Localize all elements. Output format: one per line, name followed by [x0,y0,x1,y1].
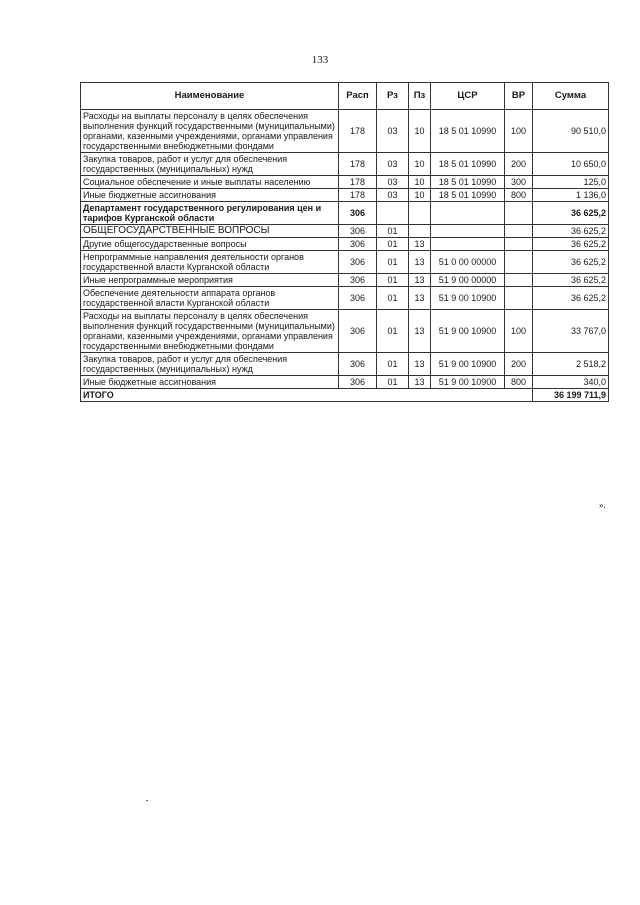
cell-rasp: 178 [339,153,377,176]
table-row [81,274,609,287]
cell-vr: 100 [505,110,533,153]
cell-vr: 300 [505,176,533,189]
cell-name: ОБЩЕГОСУДАРСТВЕННЫЕ ВОПРОСЫ [81,225,339,238]
cell-sum: 36 625,2 [533,287,609,310]
cell-name: Иные бюджетные ассигнования [81,376,339,389]
cell-pz: 10 [409,176,431,189]
table-row [81,176,609,189]
table-row [81,310,609,353]
cell-pz: 13 [409,251,431,274]
cell-rz: 01 [377,353,409,376]
cell-name: Расходы на выплаты персоналу в целях обеспечения выполнения функций государственными (муниципальными) органами, казенными учреждениями, органами управления государственными внебюджетными фондами [81,110,339,153]
cell-rasp: 178 [339,189,377,202]
table-row [81,353,609,376]
cell-rz: 01 [377,287,409,310]
cell-name: Иные непрограммные мероприятия [81,274,339,287]
cell-rasp: 306 [339,225,377,238]
cell-rz: 01 [377,376,409,389]
header-rz: Рз [377,83,409,110]
cell-sum: 36 625,2 [533,225,609,238]
scan-mark [146,800,148,801]
cell-csr: 51 9 00 10900 [431,287,505,310]
table-row [81,225,609,238]
table-body [81,110,609,389]
cell-name: Расходы на выплаты персоналу в целях обеспечения выполнения функций государственными (муниципальными) органами, казенными учреждениями, органами управления государственными внебюджетными фондами [81,310,339,353]
table-row [81,189,609,202]
cell-pz: 10 [409,110,431,153]
header-vr: ВР [505,83,533,110]
cell-rz: 01 [377,274,409,287]
cell-name: Закупка товаров, работ и услуг для обеспечения государственных (муниципальных) нужд [81,353,339,376]
cell-csr: 51 9 00 10900 [431,310,505,353]
table-row [81,251,609,274]
cell-rz: 03 [377,189,409,202]
cell-rasp: 306 [339,274,377,287]
cell-pz: 13 [409,310,431,353]
table-row [81,238,609,251]
cell-sum: 90 510,0 [533,110,609,153]
cell-vr: 200 [505,153,533,176]
cell-pz: 10 [409,153,431,176]
total-row [81,389,609,402]
cell-name: Обеспечение деятельности аппарата органов государственной власти Курганской области [81,287,339,310]
cell-pz: 13 [409,238,431,251]
cell-sum: 1 136,0 [533,189,609,202]
cell-rasp: 178 [339,176,377,189]
cell-pz: 13 [409,287,431,310]
cell-rasp: 306 [339,310,377,353]
cell-csr: 51 9 00 00000 [431,274,505,287]
cell-sum: 36 625,2 [533,251,609,274]
cell-pz: 13 [409,274,431,287]
header-pz: Пз [409,83,431,110]
cell-vr: 800 [505,376,533,389]
cell-vr [505,238,533,251]
cell-vr [505,287,533,310]
cell-sum: 36 625,2 [533,238,609,251]
table-header-row [81,83,609,110]
page-number: 133 [311,54,329,66]
cell-csr [431,202,505,225]
cell-pz: 10 [409,189,431,202]
cell-rz: 01 [377,310,409,353]
cell-pz: 13 [409,376,431,389]
cell-vr [505,274,533,287]
table-row [81,110,609,153]
cell-vr: 800 [505,189,533,202]
cell-csr: 18 5 01 10990 [431,189,505,202]
cell-rasp: 178 [339,110,377,153]
table-row [81,202,609,225]
cell-csr [431,225,505,238]
cell-rz: 01 [377,238,409,251]
cell-csr: 18 5 01 10990 [431,176,505,189]
table-row [81,287,609,310]
cell-rz: 01 [377,225,409,238]
cell-sum: 36 625,2 [533,202,609,225]
cell-name: Непрограммные направления деятельности органов государственной власти Курганской области [81,251,339,274]
cell-pz: 13 [409,353,431,376]
cell-sum: 125,0 [533,176,609,189]
cell-csr: 51 9 00 10900 [431,376,505,389]
cell-sum: 340,0 [533,376,609,389]
cell-sum: 10 650,0 [533,153,609,176]
cell-rz: 01 [377,251,409,274]
cell-rasp: 306 [339,202,377,225]
cell-rz: 03 [377,110,409,153]
cell-rz [377,202,409,225]
cell-vr [505,202,533,225]
cell-rasp: 306 [339,287,377,310]
closing-quote: ». [599,500,606,510]
header-sum: Сумма [533,83,609,110]
table-row [81,153,609,176]
cell-csr [431,238,505,251]
cell-vr [505,251,533,274]
total-label: ИТОГО [81,389,533,402]
cell-name: Департамент государственного регулирования цен и тарифов Курганской области [81,202,339,225]
cell-rasp: 306 [339,376,377,389]
cell-name: Другие общегосударственные вопросы [81,238,339,251]
cell-sum: 36 625,2 [533,274,609,287]
cell-rz: 03 [377,176,409,189]
cell-csr: 18 5 01 10990 [431,153,505,176]
cell-csr: 51 9 00 10900 [431,353,505,376]
cell-vr: 100 [505,310,533,353]
cell-pz [409,225,431,238]
cell-pz [409,202,431,225]
header-name: Наименование [81,83,339,110]
cell-csr: 51 0 00 00000 [431,251,505,274]
cell-rz: 03 [377,153,409,176]
cell-name: Иные бюджетные ассигнования [81,189,339,202]
cell-sum: 33 767,0 [533,310,609,353]
total-sum: 36 199 711,9 [533,389,609,402]
cell-vr [505,225,533,238]
cell-sum: 2 518,2 [533,353,609,376]
cell-rasp: 306 [339,238,377,251]
cell-rasp: 306 [339,251,377,274]
header-csr: ЦСР [431,83,505,110]
cell-name: Закупка товаров, работ и услуг для обеспечения государственных (муниципальных) нужд [81,153,339,176]
budget-table [80,82,609,402]
cell-vr: 200 [505,353,533,376]
cell-rasp: 306 [339,353,377,376]
table-row [81,376,609,389]
cell-name: Социальное обеспечение и иные выплаты населению [81,176,339,189]
header-rasp: Расп [339,83,377,110]
cell-csr: 18 5 01 10990 [431,110,505,153]
